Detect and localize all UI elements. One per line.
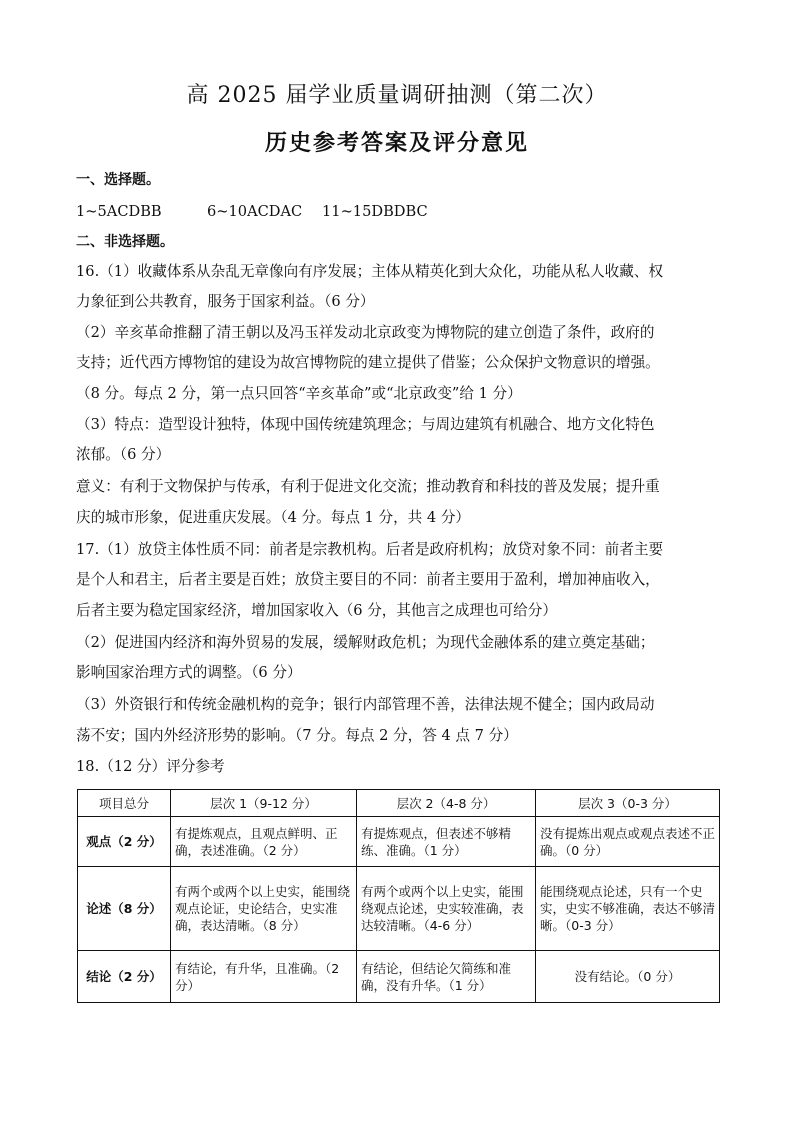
answer-line: 庆的城市形象，促进重庆发展。（4 分。每点 1 分，共 4 分） [76,509,471,526]
table-row [78,817,720,867]
answer-line: 荡不安；国内外经济形势的影响。（7 分。每点 2 分，答 4 点 7 分） [76,727,518,744]
answer-line: 18.（12 分）评分参考 [76,758,225,775]
table-cell: 有结论，但结论欠简练和准确，没有升华。（1 分） [357,951,536,1003]
table-header-cell: 层次 2（4-8 分） [357,790,536,817]
choice-answer-group: 11~15DBDBC [322,203,428,220]
table-header-cell: 项目总分 [78,790,171,817]
answer-line: 是个人和君主，后者主要是百姓；放贷主要目的不同：前者主要用于盈利，增加神庙收入， [76,571,660,588]
table-cell: 没有结论。（0 分） [536,951,720,1003]
table-cell: 有提炼观点，且观点鲜明、正确，表述准确。（2 分） [171,817,357,867]
answer-line: 支持；近代西方博物馆的建设为故宫博物院的建立提供了借鉴；公众保护文物意识的增强。 [76,354,660,371]
table-cell: 有两个或两个以上史实，能围绕观点论证，史论结合，史实准确，表达清晰。（8 分） [171,867,357,951]
answer-line: 力象征到公共教育，服务于国家利益。（6 分） [76,293,375,310]
choice-answer-group: 1~5ACDBB [76,203,162,220]
answer-line: （3）特点：造型设计独特，体现中国传统建筑理念；与周边建筑有机融合、地方文化特色 [76,416,655,433]
table-cell: 有提炼观点，但表述不够精练、准确。（1 分） [357,817,536,867]
table-cell: 有两个或两个以上史实，能围绕观点论述，史实较准确，表达较清晰。（4-6 分） [357,867,536,951]
table-header-row [78,790,720,817]
choice-answers-row [76,202,726,222]
answer-line: （2）促进国内经济和海外贸易的发展，缓解财政危机；为现代金融体系的建立奠定基础； [76,634,655,651]
answer-line: 16.（1）收藏体系从杂乱无章像向有序发展；主体从精英化到大众化，功能从私人收藏、权 [76,263,664,280]
grading-rubric-table [77,789,720,1003]
answer-line: （2）辛亥革命推翻了清王朝以及冯玉祥发动北京政变为博物院的建立创造了条件，政府的 [76,324,655,341]
table-row-label: 结论（2 分） [78,951,171,1003]
choice-answer-group: 6~10ACDAC [207,203,303,220]
table-header-cell: 层次 1（9-12 分） [171,790,357,817]
answer-line: 后者主要为稳定国家经济，增加国家收入（6 分，其他言之成理也可给分） [76,602,557,619]
section-heading-nonchoice: 二、非选择题。 [76,234,174,250]
section-heading-choice: 一、选择题。 [76,172,160,188]
table-header-cell: 层次 3（0-3 分） [536,790,720,817]
table-row-label: 论述（8 分） [78,867,171,951]
table-row [78,951,720,1003]
answer-line: 浓郁。（6 分） [76,446,171,463]
table-cell: 没有提炼出观点或观点表述不正确。（0 分） [536,817,720,867]
table-row-label: 观点（2 分） [78,817,171,867]
document-subtitle: 历史参考答案及评分意见 [264,131,529,156]
document-title: 高 2025 届学业质量调研抽测（第二次） [186,83,608,108]
answer-line: （8 分。每点 2 分，第一点只回答“辛亥革命”或“北京政变”给 1 分） [76,385,522,402]
answer-line: （3）外资银行和传统金融机构的竞争；银行内部管理不善，法律法规不健全；国内政局动 [76,696,655,713]
table-cell: 能围绕观点论述，只有一个史实，史实不够准确，表达不够清晰。（0-3 分） [536,867,720,951]
answer-line: 意义：有利于文物保护与传承，有利于促进文化交流；推动教育和科技的普及发展；提升重 [76,478,660,495]
table-cell: 有结论，有升华，且准确。（2 分） [171,951,357,1003]
answer-line: 17.（1）放贷主体性质不同：前者是宗教机构。后者是政府机构；放贷对象不同：前者主要 [76,541,664,558]
answer-line: 影响国家治理方式的调整。（6 分） [76,664,302,681]
table-row [78,867,720,951]
